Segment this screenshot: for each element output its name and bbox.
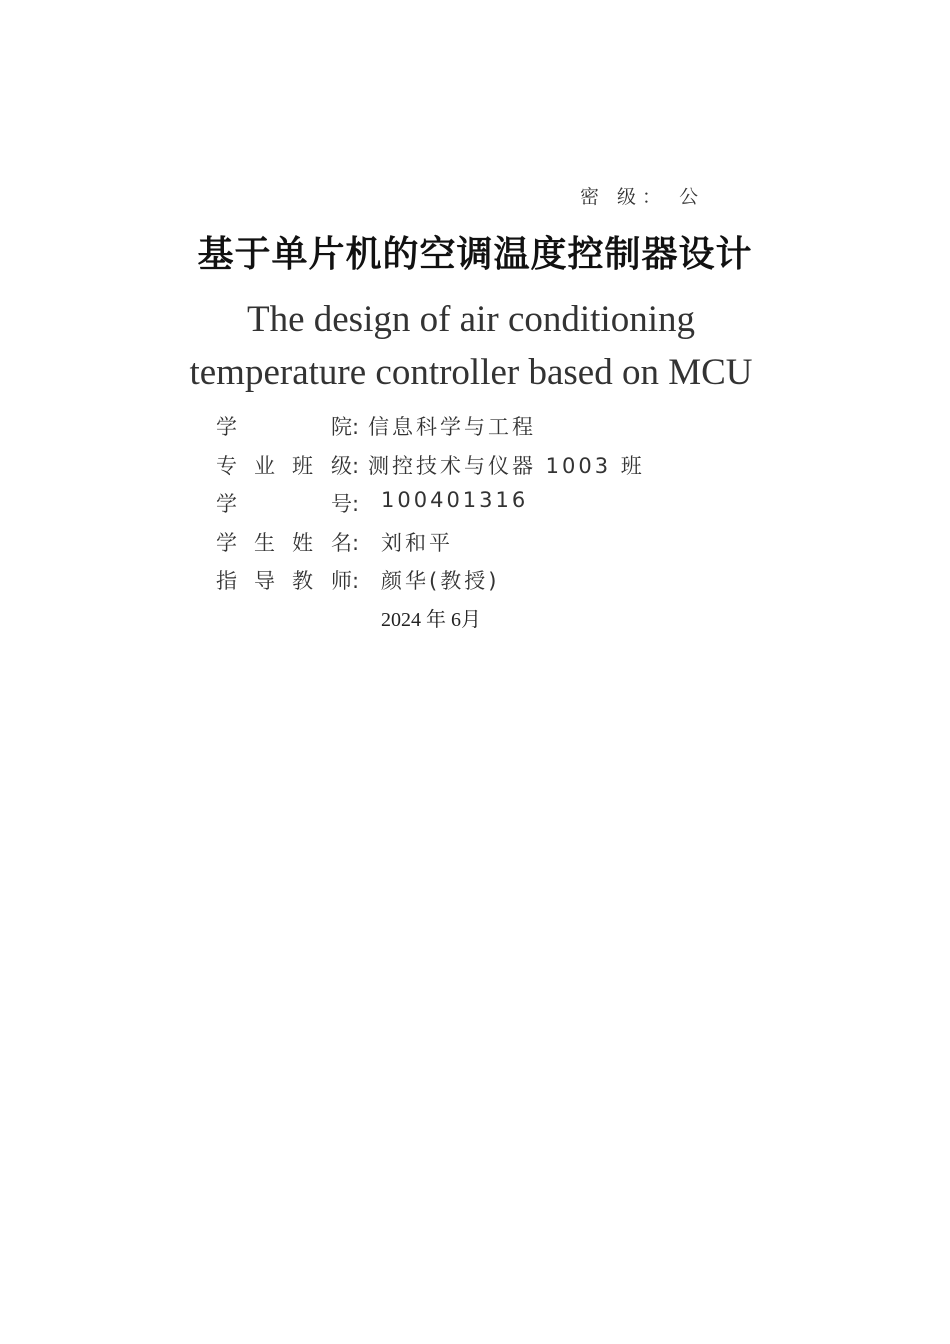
secret-level: 密 级： 公 [580, 186, 705, 208]
college-value: 信息科学与工程 [368, 415, 536, 439]
student-id-value: 100401316 [381, 488, 529, 512]
advisor-value: 颜华(教授) [381, 569, 500, 593]
major-class-value: 测控技术与仪器 1003 班 [368, 454, 645, 478]
title-english [0, 293, 942, 399]
title-english-line-2: temperature controller based on MCU [189, 352, 753, 393]
submission-date: 2024 年 6月 [381, 609, 481, 631]
title-chinese: 基于单片机的空调温度控制器设计 [197, 234, 753, 275]
student-name-value: 刘和平 [381, 531, 453, 555]
title-english-line-1: The design of air conditioning [246, 299, 695, 340]
